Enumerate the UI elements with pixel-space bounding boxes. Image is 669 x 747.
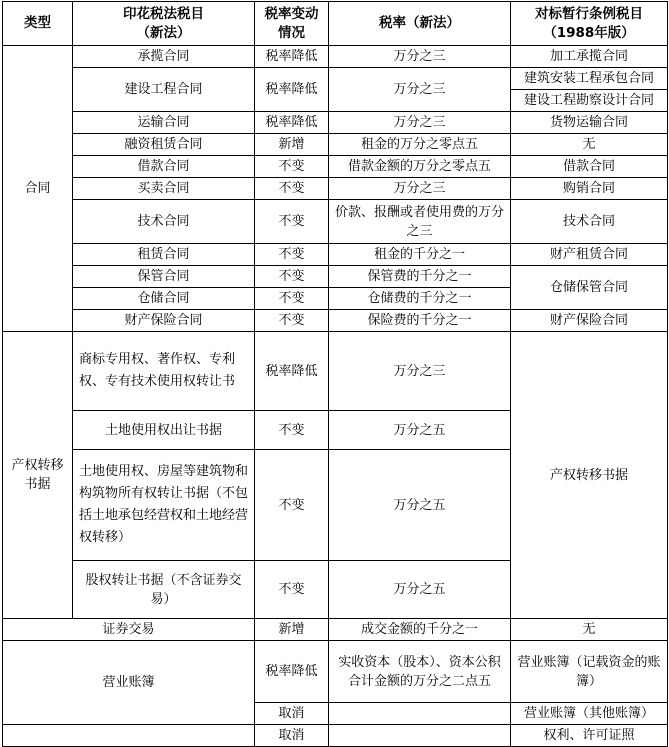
tax-item-cell: 租赁合同 bbox=[73, 244, 255, 266]
rate-change-cell: 取消 bbox=[255, 703, 329, 725]
rate-cell: 万分之三 bbox=[329, 46, 511, 68]
rate-change-cell: 新增 bbox=[255, 619, 329, 641]
old-item-cell: 无 bbox=[511, 134, 668, 156]
table-row bbox=[3, 46, 668, 68]
rate-cell: 万分之五 bbox=[329, 411, 511, 450]
rate-change-cell: 不变 bbox=[255, 288, 329, 310]
table-row bbox=[3, 112, 668, 134]
rate-change-cell: 新增 bbox=[255, 134, 329, 156]
tax-item-cell: 建设工程合同 bbox=[73, 68, 255, 112]
header-rate-change bbox=[255, 2, 329, 46]
rate-change-cell: 不变 bbox=[255, 200, 329, 244]
old-item-cell: 货物运输合同 bbox=[511, 112, 668, 134]
rate-change-cell: 不变 bbox=[255, 266, 329, 288]
tax-item-cell: 买卖合同 bbox=[73, 178, 255, 200]
table-row bbox=[3, 244, 668, 266]
rate-cell: 实收资本（股本）、资本公积合计金额的万分之二点五 bbox=[329, 641, 511, 703]
table-row bbox=[3, 134, 668, 156]
group-property-transfer: 产权转移书据 bbox=[3, 332, 73, 619]
group-ledger: 营业账簿 bbox=[3, 641, 255, 725]
rate-change-cell: 税率降低 bbox=[255, 641, 329, 703]
header-tax-item-line2: （新法） bbox=[136, 24, 191, 41]
group-contract: 合同 bbox=[3, 46, 73, 332]
rate-change-cell: 不变 bbox=[255, 244, 329, 266]
header-type: 类型 bbox=[3, 2, 73, 46]
rate-change-cell: 不变 bbox=[255, 411, 329, 450]
tax-item-cell: 商标专用权、著作权、专利权、专有技术使用权转让书 bbox=[73, 332, 255, 411]
old-item-cell: 产权转移书据 bbox=[511, 332, 668, 619]
tax-item-cell: 运输合同 bbox=[73, 112, 255, 134]
table-row bbox=[3, 200, 668, 244]
table-row bbox=[3, 619, 668, 641]
rate-change-cell: 税率降低 bbox=[255, 46, 329, 68]
header-old-item bbox=[511, 2, 668, 46]
tax-item-cell: 股权转让书据（不含证券交易） bbox=[73, 561, 255, 619]
rate-cell: 万分之三 bbox=[329, 112, 511, 134]
rate-cell: 万分之三 bbox=[329, 68, 511, 112]
header-rate: 税率（新法） bbox=[329, 2, 511, 46]
table-row bbox=[3, 310, 668, 332]
old-item-cell: 营业账簿（记载资金的账簿） bbox=[511, 641, 668, 703]
rate-change-cell: 税率降低 bbox=[255, 332, 329, 411]
header-change-line2: 情况 bbox=[278, 24, 305, 41]
old-item-cell: 仓储保管合同 bbox=[511, 266, 668, 310]
old-item-cell: 财产保险合同 bbox=[511, 310, 668, 332]
rate-cell: 仓储费的千分之一 bbox=[329, 288, 511, 310]
rate-change-cell: 不变 bbox=[255, 561, 329, 619]
rate-change-cell: 取消 bbox=[255, 725, 329, 747]
header-row bbox=[3, 2, 668, 46]
header-change-line1: 税率变动 bbox=[264, 5, 319, 22]
rate-change-cell: 税率降低 bbox=[255, 68, 329, 112]
tax-item-cell: 仓储合同 bbox=[73, 288, 255, 310]
rate-change-cell: 不变 bbox=[255, 156, 329, 178]
rate-change-cell: 不变 bbox=[255, 310, 329, 332]
old-item-cell: 购销合同 bbox=[511, 178, 668, 200]
rate-change-cell: 税率降低 bbox=[255, 112, 329, 134]
rate-change-cell: 不变 bbox=[255, 178, 329, 200]
rate-cell: 借款金额的万分之零点五 bbox=[329, 156, 511, 178]
tax-item-cell: 承揽合同 bbox=[73, 46, 255, 68]
table-row bbox=[3, 332, 668, 411]
header-tax-item bbox=[73, 2, 255, 46]
rate-cell: 租金的万分之零点五 bbox=[329, 134, 511, 156]
old-item-cell: 财产租赁合同 bbox=[511, 244, 668, 266]
rate-change-cell: 不变 bbox=[255, 450, 329, 561]
tax-item-cell: 保管合同 bbox=[73, 266, 255, 288]
tax-item-cell: 土地使用权出让书据 bbox=[73, 411, 255, 450]
rate-cell bbox=[329, 703, 511, 725]
tax-item-cell: 借款合同 bbox=[73, 156, 255, 178]
header-old-line2: （1988年版） bbox=[543, 24, 635, 41]
rate-cell: 租金的千分之一 bbox=[329, 244, 511, 266]
old-item-cell: 权利、许可证照 bbox=[511, 725, 668, 747]
old-item-cell: 无 bbox=[511, 619, 668, 641]
old-item-cell: 借款合同 bbox=[511, 156, 668, 178]
table-row bbox=[3, 156, 668, 178]
old-item-cell: 加工承揽合同 bbox=[511, 46, 668, 68]
tax-item-cell: 土地使用权、房屋等建筑物和构筑物所有权转让书据（不包括土地承包经营权和土地经营权转移） bbox=[73, 450, 255, 561]
tax-item-cell: 融资租赁合同 bbox=[73, 134, 255, 156]
rate-cell: 万分之五 bbox=[329, 561, 511, 619]
empty-cell bbox=[3, 725, 255, 747]
header-tax-item-line1: 印花税法税目 bbox=[123, 5, 204, 22]
old-item-cell: 营业账簿（其他账簿） bbox=[511, 703, 668, 725]
rate-cell: 成交金额的千分之一 bbox=[329, 619, 511, 641]
table-row bbox=[3, 266, 668, 288]
group-securities: 证券交易 bbox=[3, 619, 255, 641]
rate-cell: 万分之三 bbox=[329, 178, 511, 200]
rate-cell: 万分之三 bbox=[329, 332, 511, 411]
stamp-duty-comparison-table bbox=[2, 1, 668, 747]
rate-cell: 保险费的千分之一 bbox=[329, 310, 511, 332]
table-row bbox=[3, 178, 668, 200]
tax-item-cell: 技术合同 bbox=[73, 200, 255, 244]
rate-cell bbox=[329, 725, 511, 747]
table-row bbox=[3, 725, 668, 747]
rate-cell: 万分之五 bbox=[329, 450, 511, 561]
old-item-cell: 建设工程勘察设计合同 bbox=[511, 90, 668, 112]
table-row bbox=[3, 68, 668, 90]
rate-cell: 价款、报酬或者使用费的万分之三 bbox=[329, 200, 511, 244]
rate-cell: 保管费的千分之一 bbox=[329, 266, 511, 288]
table-row bbox=[3, 641, 668, 703]
tax-item-cell: 财产保险合同 bbox=[73, 310, 255, 332]
header-old-line1: 对标暂行条例税目 bbox=[535, 5, 643, 22]
old-item-cell: 建筑安装工程承包合同 bbox=[511, 68, 668, 90]
old-item-cell: 技术合同 bbox=[511, 200, 668, 244]
